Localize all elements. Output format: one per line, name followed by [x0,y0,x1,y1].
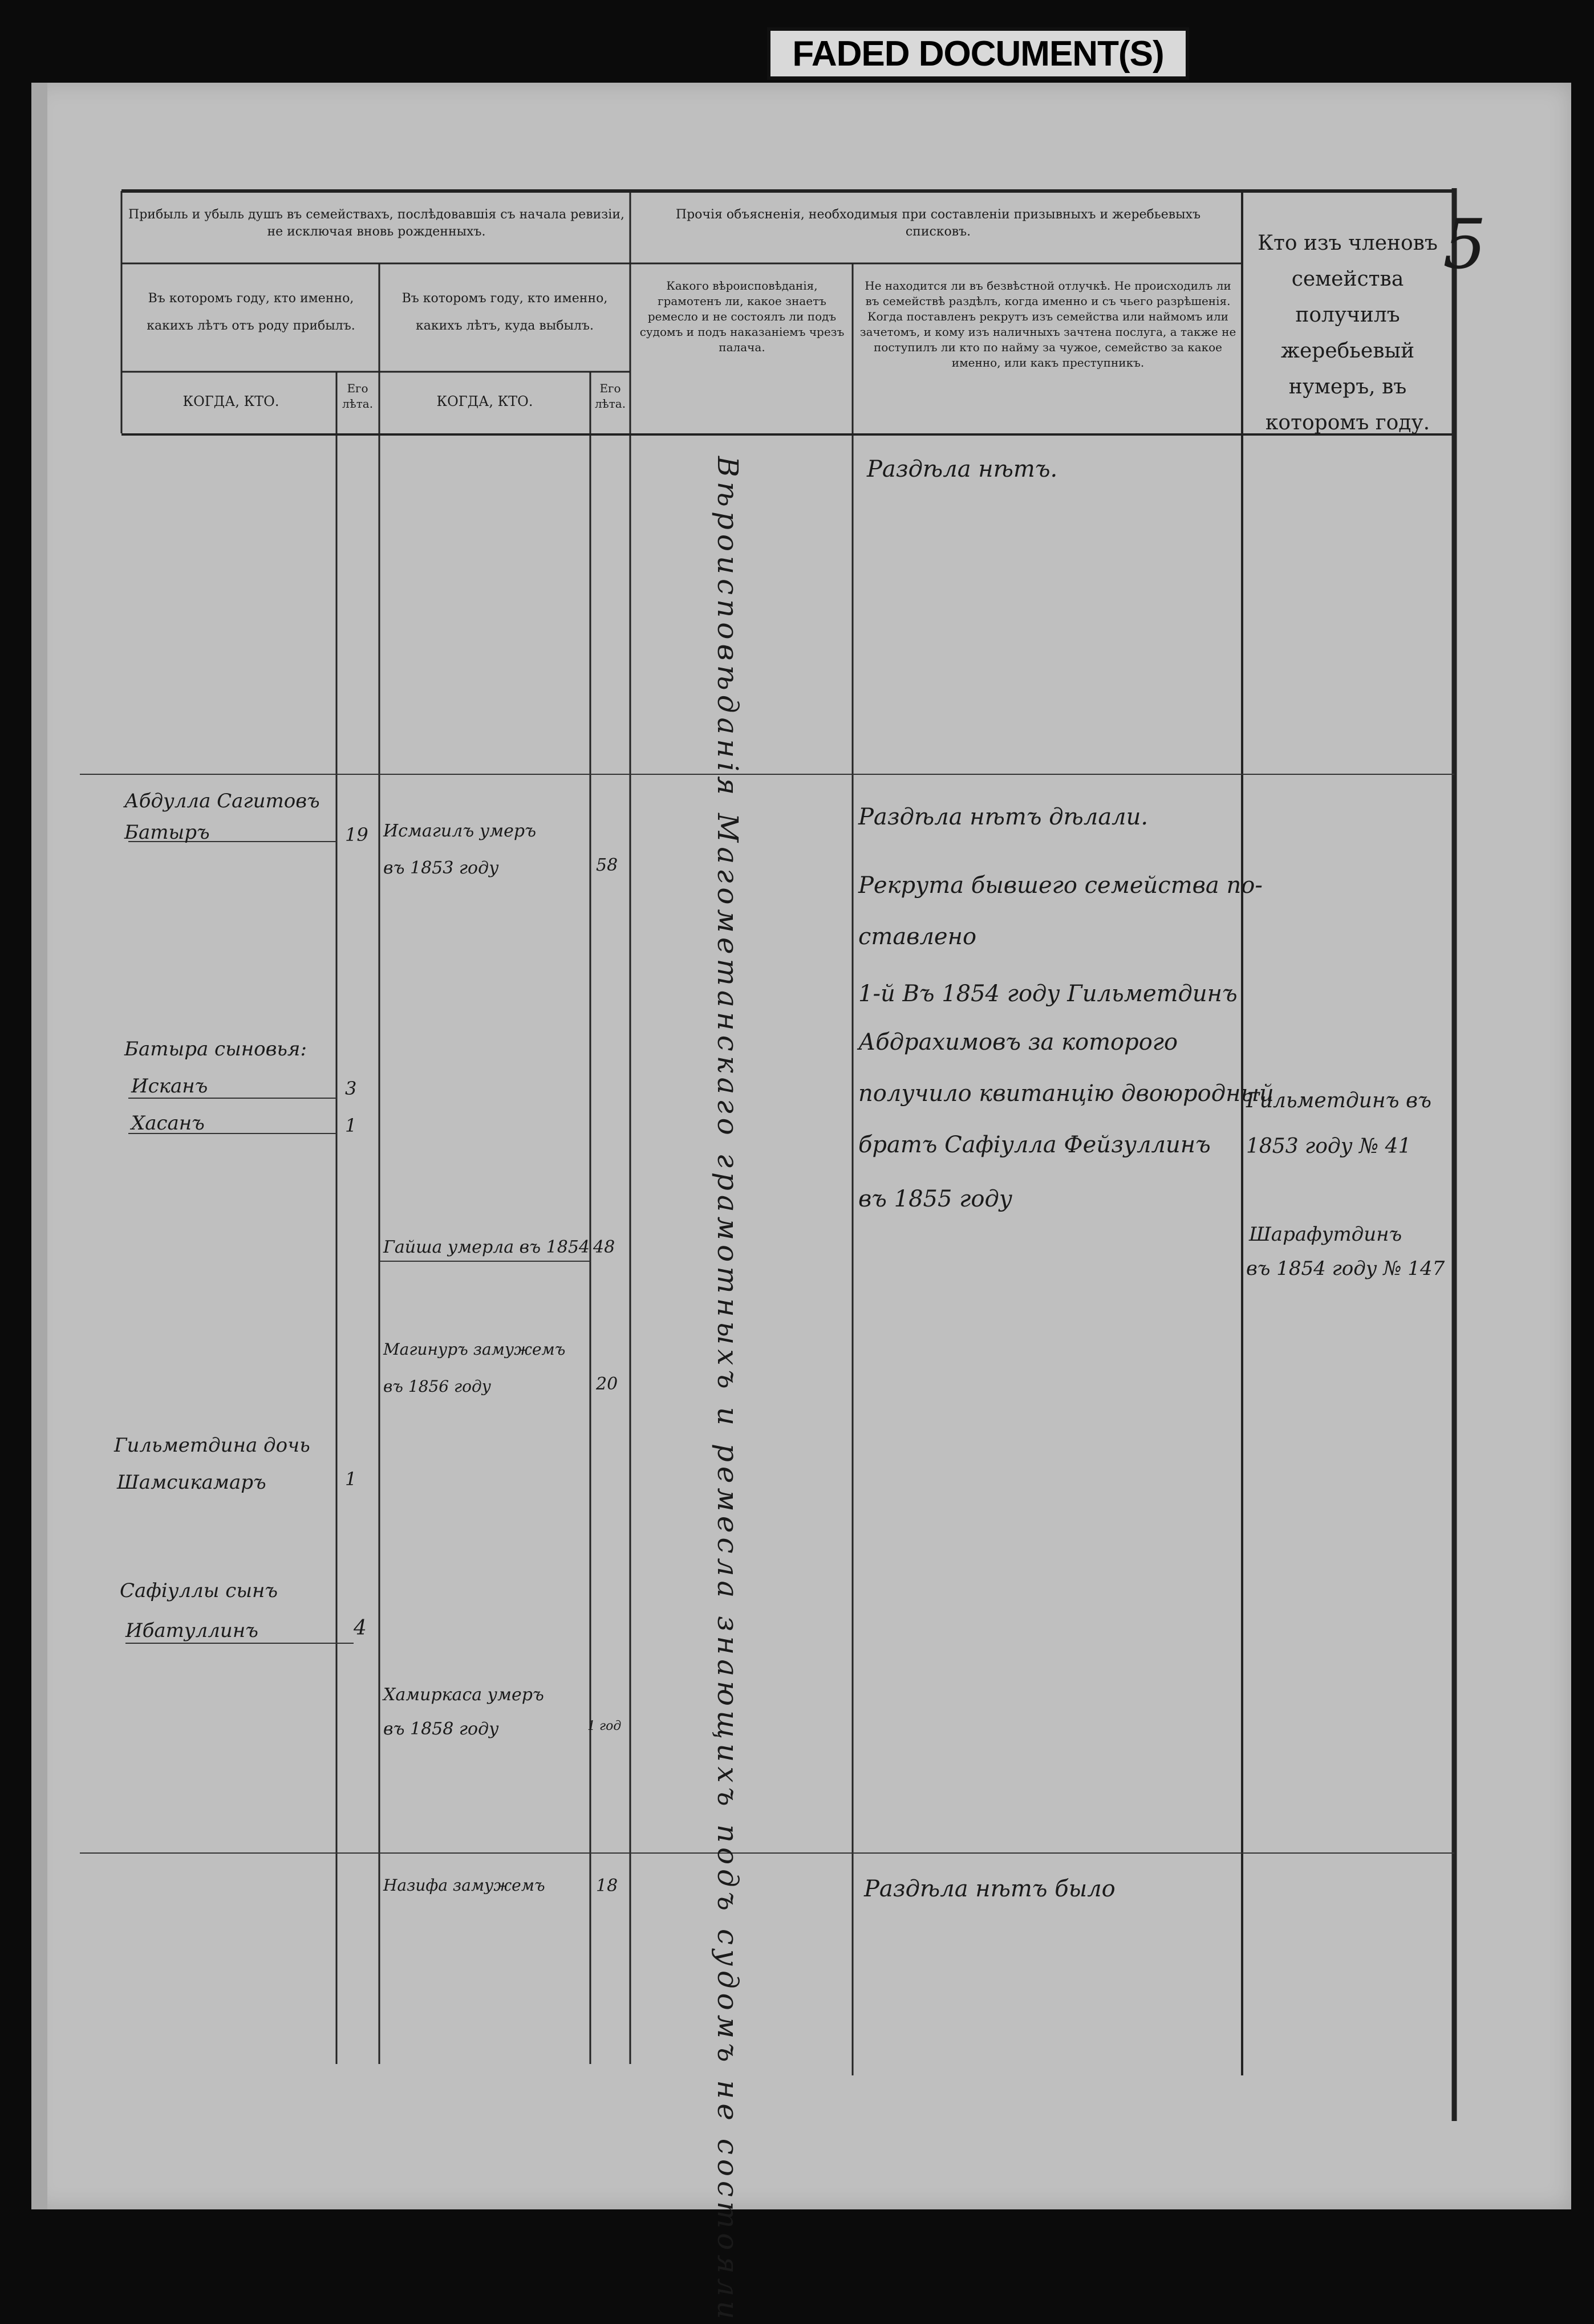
header-age-1: Его лѣта. [342,381,374,411]
arrived-name-1b: Батыръ [124,821,210,844]
arrived-name-2a: Батыра сыновья: [124,1038,307,1061]
left-entry-1a: Исмагилъ умеръ [383,821,537,841]
arrived-name-2c: Хасанъ [131,1112,205,1135]
arrived-age-2c: 1 [345,1115,357,1136]
arrived-age-1: 19 [345,824,368,846]
absence-entry-3: Раздѣла нѣтъ было [864,1876,1116,1902]
absence-entry-1: Раздѣла нѣтъ. [867,456,1058,482]
arrived-name-3a: Гильметдина дочь [114,1434,310,1457]
absence-entry-2c: ставлено [858,924,977,950]
left-entry-5: Назифа замужемъ [383,1876,545,1895]
header-other-explanations: Прочія объясненія, необходимыя при составленіи призывныхъ и жеребьевыхъ списковъ. [675,208,1201,239]
header-religion: Какого вѣроисповѣданія, грамотенъ ли, какое знаетъ ремесло и не состоялъ ли подъ судомъ и подъ наказаніемъ чрезъ палача. [639,279,845,354]
lot-entry-1a: Гильметдинъ въ [1246,1089,1431,1112]
arrived-name-2b: Исканъ [131,1075,208,1098]
lot-entry-2a: Шарафутдинъ [1249,1223,1402,1246]
header-age-2: Его лѣта. [594,381,626,411]
header-col-arrived: Въ которомъ году, кто именно, какихъ лѣтъ отъ роду прибылъ. [147,291,355,334]
religion-vertical-note: Вѣроисповѣданія Магометанскаго грамотныхъ и ремесла знающихъ подъ судомъ не состояли [711,456,744,2324]
left-age-5: 18 [596,1876,618,1896]
absence-entry-2h: въ 1855 году [858,1186,1013,1212]
arrived-name-4a: Сафіуллы сынъ [120,1579,278,1602]
left-entry-3b: въ 1856 году [383,1377,492,1396]
left-age-2: 48 [593,1237,615,1257]
header-col-left: Въ которомъ году, кто именно, какихъ лѣтъ, куда выбылъ. [401,291,608,334]
absence-entry-2d: 1-й Въ 1854 году Гильметдинъ [858,981,1238,1007]
header-gains-losses: Прибыль и убыль душъ въ семействахъ, послѣдовавшія съ начала ревизіи, не исключая вновь рожденныхъ. [128,208,624,239]
arrived-name-4b: Ибатуллинъ [125,1619,258,1642]
arrived-age-4: 4 [354,1616,367,1640]
header-lot-number: Кто изъ членовъ семейства получилъ жеребьевый нумеръ, въ которомъ году. [1258,231,1438,434]
arrived-age-2b: 3 [345,1078,357,1099]
left-entry-1b: въ 1853 году [383,858,499,878]
header-absence: Не находится ли въ безвѣстной отлучкѣ. Не происходилъ ли въ семействѣ раздѣлъ, когда именно и съ чьего разрѣшенія. Когда поставленъ рекрутъ изъ семейства или наймомъ или зачетомъ, и кому изъ наличныхъ зачтена послуга, а также не поступилъ ли кто по найму за чужое, семейство за какое именно, или какъ преступникъ. [859,279,1236,369]
page-number: 5 [1443,205,1487,285]
left-age-1: 58 [596,855,618,875]
lot-entry-1b: 1853 году № 41 [1246,1135,1412,1158]
left-age-3: 20 [596,1374,618,1394]
arrived-name-1a: Абдулла Сагитовъ [124,790,320,812]
header-when-who-2: КОГДА, КТО. [436,393,533,409]
left-entry-4a: Хамиркаса умеръ [383,1685,544,1705]
left-age-4: 1 год [587,1719,622,1733]
arrived-name-3b: Шамсикамаръ [117,1471,266,1494]
lot-entry-2b: въ 1854 году № 147 [1246,1257,1445,1280]
left-entry-2: Гайша умерла въ 1854 [383,1237,590,1257]
left-entry-3a: Магинуръ замужемъ [383,1340,566,1359]
absence-entry-2g: братъ Сафіулла Фейзуллинъ [858,1132,1211,1158]
header-when-who-1: КОГДА, КТО. [182,393,279,409]
absence-entry-2a: Раздѣла нѣтъ дѣлали. [858,804,1149,830]
left-entry-4b: въ 1858 году [383,1719,499,1739]
absence-entry-2f: получило квитанцію двоюродный [858,1080,1274,1107]
arrived-age-3: 1 [345,1468,357,1490]
absence-entry-2e: Абдрахимовъ за которого [858,1029,1178,1055]
faded-document-banner: FADED DOCUMENT(S) [767,27,1189,80]
absence-entry-2b: Рекрута бывшего семейства по- [858,872,1263,899]
